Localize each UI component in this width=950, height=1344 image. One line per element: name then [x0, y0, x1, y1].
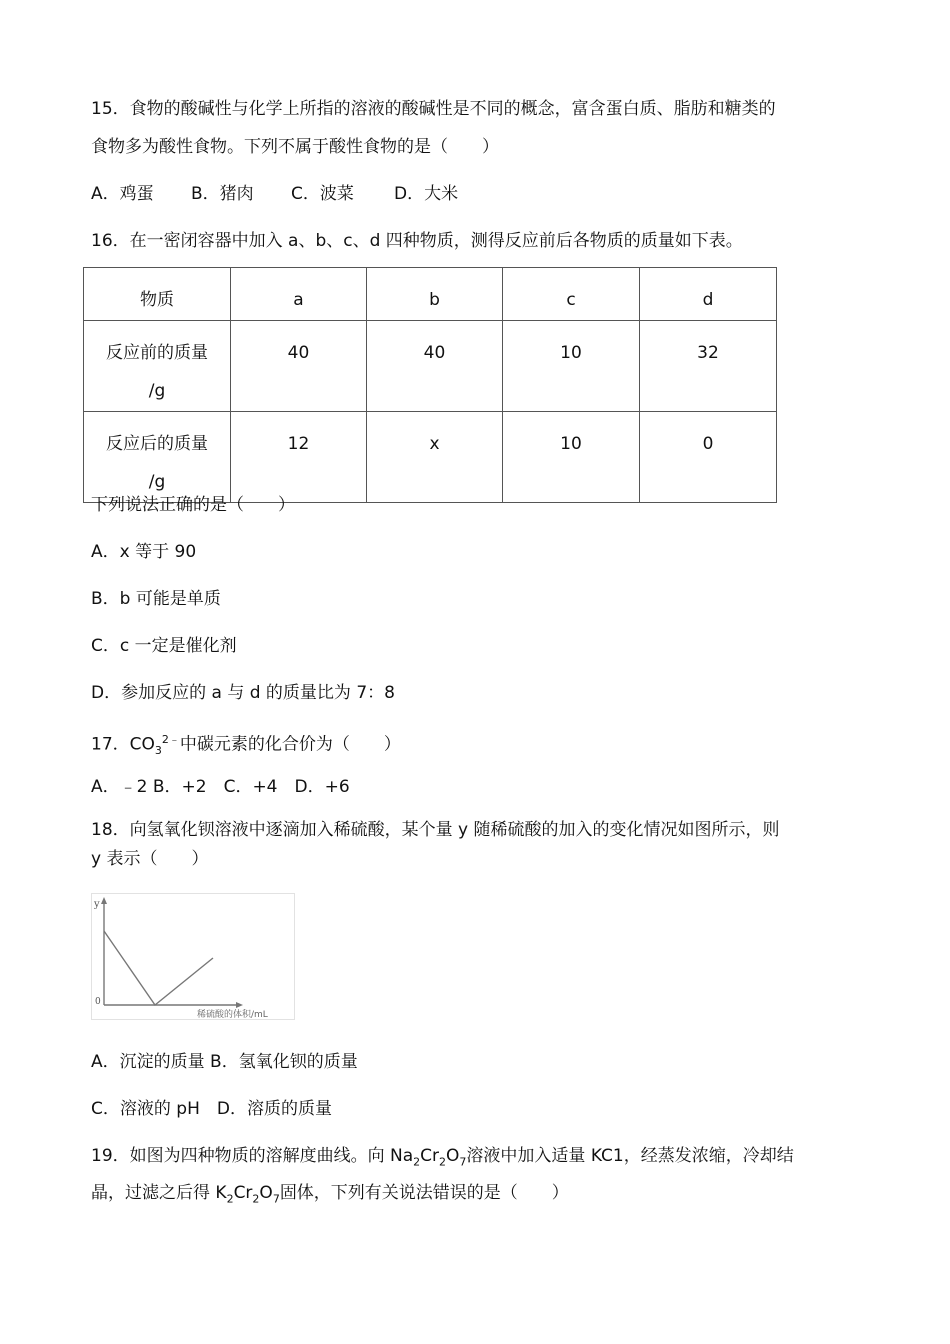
formula-subscript: 2 — [439, 1155, 447, 1169]
row-label-cell — [84, 321, 231, 412]
q19-text: 19．如图为四种物质的溶解度曲线。向 Na — [91, 1146, 414, 1166]
q18-stem-line2: y 表示（ ） — [91, 849, 209, 869]
table-cell: 10 — [503, 321, 640, 412]
q16-option-a: A．x 等于 90 — [91, 542, 197, 562]
formula-subscript: 2 — [226, 1192, 234, 1206]
table-cell: 40 — [231, 321, 367, 412]
q16-stem: 16．在一密闭容器中加入 a、b、c、d 四种物质，测得反应前后各物质的质量如下表。 — [91, 231, 743, 251]
q17-stem — [91, 730, 401, 761]
row-label: 反应前的质量 — [106, 343, 208, 363]
formula-text: O — [446, 1146, 460, 1166]
table-cell: 40 — [367, 321, 503, 412]
formula-text: O — [259, 1183, 273, 1203]
q17-formula-subscript: 3 — [154, 744, 162, 758]
table-cell: 10 — [503, 412, 640, 503]
q15-options — [91, 184, 458, 204]
formula-subscript: 2 — [252, 1192, 260, 1206]
q15-option-d: D．大米 — [394, 184, 459, 204]
q18-stem-line1: 18．向氢氧化钡溶液中逐滴加入稀硫酸，某个量 y 随稀硫酸的加入的变化情况如图所示，则 — [91, 820, 780, 840]
q19-stem-line1 — [91, 1146, 794, 1172]
q15-option-b: B．猪肉 — [191, 184, 254, 204]
header-cell: b — [367, 268, 503, 321]
graph-origin-label: 0 — [95, 997, 101, 1007]
formula-text: Cr — [233, 1183, 253, 1203]
formula-subscript: 7 — [459, 1155, 467, 1169]
q17-options: A．﹣2 B．+2 C．+4 D．+6 — [91, 777, 350, 797]
table-header-row — [84, 268, 777, 321]
q16-option-d: D．参加反应的 a 与 d 的质量比为 7：8 — [91, 683, 395, 703]
formula-subscript: 2 — [413, 1155, 421, 1169]
graph-y-label: y — [94, 899, 100, 910]
header-cell: d — [640, 268, 777, 321]
formula-text: Cr — [420, 1146, 440, 1166]
q18-options-line1: A．沉淀的质量 B．氢氧化钡的质量 — [91, 1052, 358, 1072]
graph-x-label: 稀硫酸的体积/mL — [197, 1010, 268, 1020]
header-cell: 物质 — [84, 268, 231, 321]
header-cell: c — [503, 268, 640, 321]
q16-option-b: B．b 可能是单质 — [91, 589, 221, 609]
row-unit: /g — [148, 381, 166, 401]
q16-question: 下列说法正确的是（ ） — [91, 495, 295, 515]
table-row — [84, 321, 777, 412]
row-label: 反应后的质量 — [106, 434, 208, 454]
row-label-cell — [84, 412, 231, 503]
table-cell: x — [367, 412, 503, 503]
formula-subscript: 7 — [272, 1192, 280, 1206]
row-unit: /g — [148, 472, 166, 492]
table-cell: 32 — [640, 321, 777, 412]
q17-formula: 17．CO — [91, 734, 155, 755]
q15-stem-line1: 15．食物的酸碱性与化学上所指的溶液的酸碱性是不同的概念，富含蛋白质、脂肪和糖类的 — [91, 99, 776, 119]
q15-option-a: A．鸡蛋 — [91, 184, 154, 204]
q19-text: 固体，下列有关说法错误的是（ ） — [279, 1183, 569, 1203]
q15-option-c: C．波菜 — [291, 184, 354, 204]
q15-stem-line2: 食物多为酸性食物。下列不属于酸性食物的是（ ） — [91, 137, 499, 157]
q19-text: 溶液中加入适量 KC1，经蒸发浓缩，冷却结 — [466, 1146, 794, 1166]
q18-graph — [91, 893, 295, 1020]
table-cell: 12 — [231, 412, 367, 503]
table-row — [84, 412, 777, 503]
q16-option-c: C．c 一定是催化剂 — [91, 636, 237, 656]
q19-stem-line2 — [91, 1183, 569, 1209]
q17-stem-text: 中碳元素的化合价为（ ） — [179, 734, 401, 755]
q19-text: 晶，过滤之后得 K — [91, 1183, 227, 1203]
q18-options-line2: C．溶液的 pH D．溶质的质量 — [91, 1099, 332, 1119]
mass-table — [83, 267, 777, 503]
header-cell: a — [231, 268, 367, 321]
q17-formula-charge: 2﹣ — [161, 733, 180, 746]
table-cell: 0 — [640, 412, 777, 503]
